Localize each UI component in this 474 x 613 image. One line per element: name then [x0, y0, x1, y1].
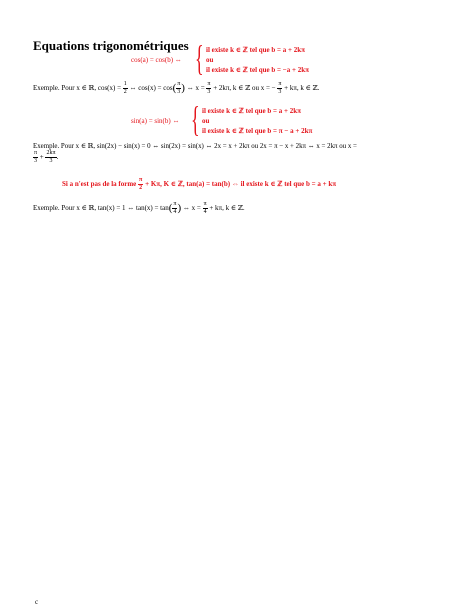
fraction: $\frac{\pi}{3}$ — [34, 150, 38, 164]
sin-rule-case-1: il existe k ∈ ℤ tel que b = a + 2kπ — [202, 107, 302, 115]
fraction: $\frac{\pi}{4}$ — [203, 201, 207, 215]
fraction: $\frac{\pi}{2}$ — [139, 177, 143, 191]
cos-rule-case-2: ou — [206, 56, 214, 64]
fraction: $\frac{1}{2}$ — [123, 81, 127, 95]
page-footer: c — [35, 598, 39, 606]
fraction: $\frac{\pi}{3}$ — [177, 81, 181, 95]
sin-rule-case-3: il existe k ∈ ℤ tel que b = π − a + 2kπ — [202, 127, 313, 135]
example-3: Exemple. Pour x ∈ ℝ, tan(x) = 1 ⇔ tan(x) = tan( $\frac{\pi}{4}$ ) ⇔ x = $\frac{\pi}{4}$ + kπ, k ∈ ℤ. — [33, 201, 245, 215]
example-2-line-1: Exemple. Pour x ∈ ℝ, sin(2x) − sin(x) = 0 ⇔ sin(2x) = sin(x) ⇔ 2x = x + 2kπ ou 2x = π − x + 2kπ ⇔ x = 2kπ ou x = — [33, 143, 357, 150]
sin-rule-case-2: ou — [202, 117, 210, 125]
cos-rule-brace: { — [195, 38, 204, 78]
tan-rule: Si a n'est pas de la forme $\frac{\pi}{2}$ + Kπ, K ∈ ℤ, tan(a) = tan(b) ⇔ il existe k ∈ ℤ tel que b = a + kπ — [62, 177, 337, 191]
cos-rule-case-1: il existe k ∈ ℤ tel que b = a + 2kπ — [206, 46, 306, 54]
example-2-line-2: $\frac{\pi}{3}$ + $\frac{2k\pi}{3}$ . — [34, 150, 59, 164]
example-1-prefix: Exemple. Pour x ∈ ℝ, cos(x) = — [33, 84, 122, 93]
fraction: $\frac{\pi}{4}$ — [173, 201, 177, 215]
cos-rule-lhs: cos(a) = cos(b) ⇔ — [131, 56, 182, 64]
fraction: $\frac{2k\pi}{3}$ — [46, 150, 56, 164]
fraction: $\frac{\pi}{3}$ — [278, 81, 282, 95]
page-title: Equations trigonométriques — [33, 38, 189, 53]
cos-rule-case-3: il existe k ∈ ℤ tel que b = −a + 2kπ — [206, 66, 310, 74]
fraction: $\frac{\pi}{3}$ — [207, 81, 211, 95]
sin-rule-brace: { — [191, 99, 200, 139]
example-1: Exemple. Pour x ∈ ℝ, cos(x) = $\frac{1}{2}$ ⇔ cos(x) = cos( $\frac{\pi}{3}$ ) ⇔ x = $\frac{\pi}{3}$ + 2kπ, k ∈ ℤ ou x = − $\frac{\pi}{3}$ + kπ, k ∈ ℤ. — [33, 81, 320, 95]
sin-rule-lhs: sin(a) = sin(b) ⇔ — [131, 117, 180, 125]
